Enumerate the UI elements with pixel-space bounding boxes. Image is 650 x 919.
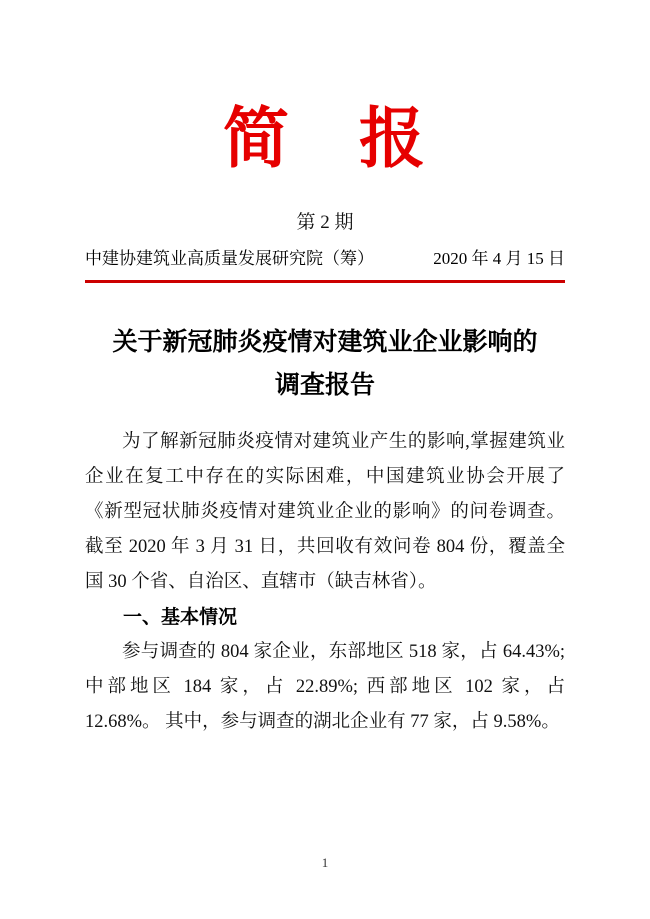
issue-number: 第 2 期	[296, 212, 354, 233]
masthead-title: 简 报	[223, 103, 427, 176]
paragraph-survey-stats: 参与调查的 804 家企业，东部地区 518 家，占 64.43%; 中部地区 184 家，占 22.89%; 西部地区 102 家，占 12.68%。 其中，参与调查的湖北企业有 77 家，占 9.58%。	[85, 642, 565, 732]
report-title	[85, 321, 565, 407]
publication-row	[85, 248, 565, 270]
page-number: 1	[321, 855, 329, 870]
publication-date: 2020 年 4 月 15 日	[433, 249, 565, 268]
report-title-line-2: 调查报告	[274, 372, 375, 399]
publisher-name: 中建协建筑业高质量发展研究院（筹）	[85, 249, 374, 268]
section-heading-basic-info: 一、基本情况	[123, 607, 238, 628]
paragraph-intro: 为了解新冠肺炎疫情对建筑业产生的影响,掌握建筑业企业在复工中存在的实际困难，中国建筑业协会开展了《新型冠状肺炎疫情对建筑业企业的影响》的问卷调查。截至 2020 年 3 月 31 日，共回收有效问卷 804 份，覆盖全国 30 个省、自治区、直辖市（缺吉林省）。	[85, 432, 565, 592]
red-divider-rule	[85, 280, 565, 283]
report-title-line-1: 关于新冠肺炎疫情对建筑业企业影响的	[112, 329, 538, 356]
